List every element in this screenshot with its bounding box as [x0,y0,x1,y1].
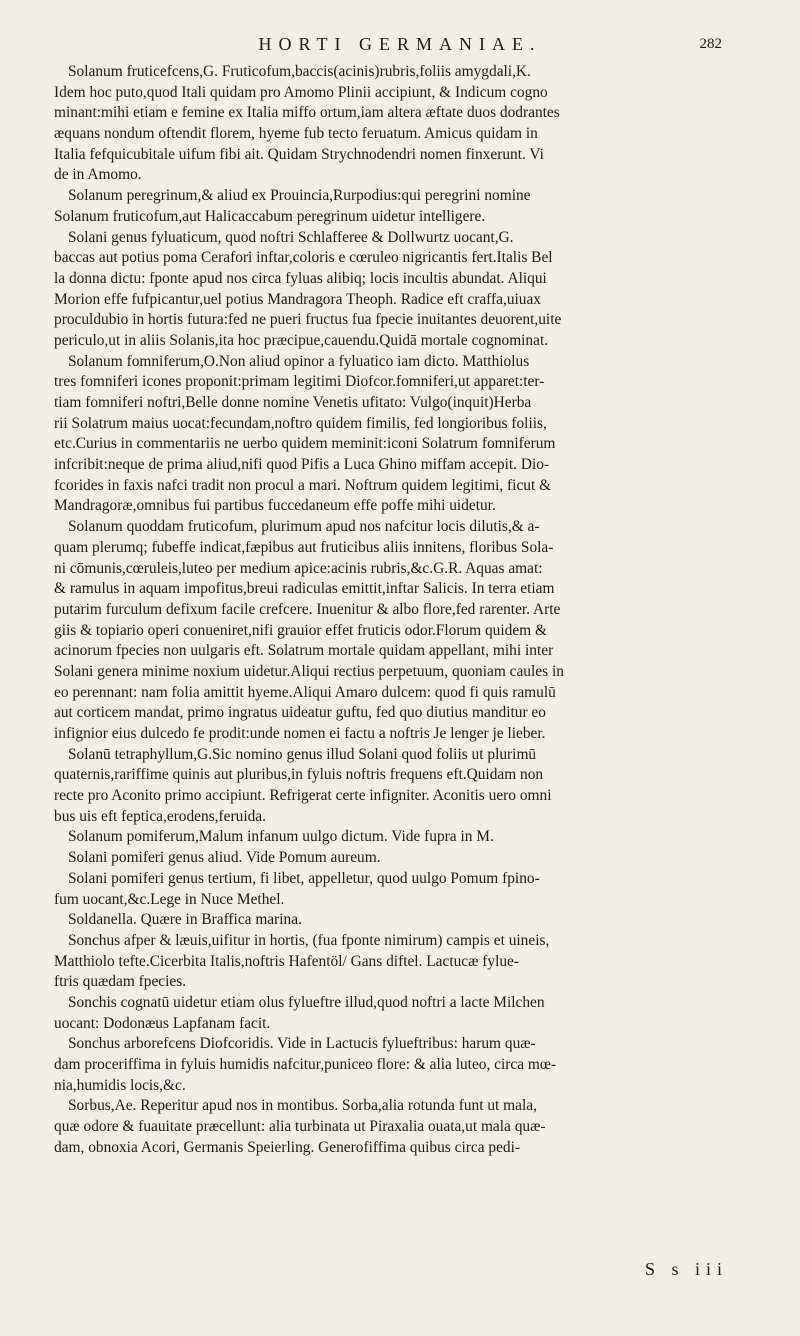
text-line: la donna dictu: fponte apud nos circa fyluas alibiq; locis incultis abundat. Aliqui [54,269,547,287]
text-line: quæ odore & fuauitate præcellunt: alia turbinata ut Piraxalia ouata,ut mala quæ- [54,1118,546,1136]
text-line: & ramulus in aquam impofitus,breui radiculas emittit,inftar Salicis. In terra etiam [54,580,555,598]
text-line: Solanum quoddam fruticofum, plurimum apud nos nafcitur locis dilutis,& a- [68,518,540,536]
text-line: recte pro Aconito primo accipiunt. Refrigerat certe infigniter. Aconitis uero omni [54,787,552,805]
text-line: Solani genera minime noxium uidetur.Aliqui rectius perpetuum, quoniam caules in [54,662,564,680]
text-line: Sorbus,Ae. Reperitur apud nos in montibus. Sorba,alia rotunda funt ut mala, [68,1097,537,1115]
text-line: minant:mihi etiam e femine ex Italia miffo ortum,iam altera æftate duos dodrantes [54,104,560,122]
text-line: fcorides in faxis nafci tradit non procul a mari. Noftrum quidem legitimi, ficut & [54,476,552,494]
text-line: aut corticem mandat, primo ingratus uideatur guftu, fed quo diutius manditur eo [54,704,546,722]
text-line: Solanum fomniferum,O.Non aliud opinor a fyluatico iam dicto. Matthiolus [68,352,530,370]
text-line: Solanum peregrinum,& aliud ex Prouincia,Rurpodius:qui peregrini nomine [68,187,531,205]
text-line: Solani pomiferi genus aliud. Vide Pomum aureum. [68,849,381,867]
text-line: uocant: Dodonæus Lapfanam facit. [54,1014,271,1032]
text-line: proculdubio in hortis futura:fed ne pueri fructus fua fpecie inuitantes deuorent,uite [54,311,562,329]
text-line: eo perennant: nam folia amittit hyeme.Aliqui Amaro dulcem: quod fi quis ramulū [54,683,556,701]
text-line: Solanū tetraphyllum,G.Sic nomino genus illud Solani quod foliis ut plurimū [68,745,537,763]
text-line: baccas aut potius poma Cerafori inftar,coloris e cœruleo nigricantis fert.Italis Bel [54,249,553,267]
text-line: quam plerumq; fubeffe indicat,fæpibus aut fruticibus aliis innitens, floribus Sola- [54,538,554,556]
text-line: tiam fomniferi noftri,Belle donne nomine Venetis ufitato: Vulgo(inquit)Herba [54,394,532,411]
text-line: dam, obnoxia Acori, Germanis Speierling. Generofiffima quibus circa pedi- [54,1138,521,1156]
text-line: Solanum pomiferum,Malum infanum uulgo dictum. Vide fupra in M. [68,828,494,846]
text-line: putarim furculum defixum facile crefcere. Inuenitur & albo flore,fed rarenter. Arte [54,600,561,618]
text-line: rii Solatrum maius uocat:fecundam,noftro quidem fimilis, fed longioribus foliis, [54,414,547,432]
signature-mark: S s iii [644,1259,728,1279]
text-line: nia,humidis locis,&c. [54,1076,186,1094]
text-line: giis & topiario operi conueniret,nifi grauior effet fruticis odor.Florum quidem & [54,621,547,639]
text-line: infignior eius dulcedo fe prodit:unde nomen ei factu a noftris Je lenger je lieber. [54,725,546,742]
running-title: HORTI GERMANIAE. [258,34,542,54]
text-line: dam proceriffima in fyluis humidis nafcitur,puniceo flore: & alia luteo, circa mœ- [54,1056,557,1073]
text-line: infcribit:neque de prima aliud,nifi quod Pifis a Luca Ghino miffam accepit. Dio- [54,456,550,474]
text-line: Soldanella. Quære in Braffica marina. [68,911,302,929]
text-line: Italia fefquicubitale uifum fibi ait. Quidam Strychnodendri nomen finxerunt. Vi [54,145,544,163]
text-line: Solani genus fyluaticum, quod noftri Schlafferee & Dollwurtz uocant,G. [68,228,514,246]
text-line: Sonchis cognatū uidetur etiam olus fylueftre illud,quod noftri a lacte Milchen [68,993,545,1011]
text-line: æquans nondum oftendit florem, hyeme fub tecto feruatum. Amicus quidam in [54,125,538,143]
text-line: ni cōmunis,cœruleis,luteo per medium apice:acinis rubris,&c.G.R. Aquas amat: [54,559,543,577]
body-text [54,62,766,1158]
text-line: Matthiolo tefte.Cicerbita Italis,noftris Hafentöl/ Gans diftel. Lactucæ fylue- [54,952,519,970]
text-line: tres fomniferi icones proponit:primam legitimi Diofcor.fomniferi,ut apparet:ter- [54,373,545,391]
text-line: etc.Curius in commentariis ne uerbo quidem meminit:iconi Solatrum fomniferum [54,435,556,453]
text-line: quaternis,rariffime quinis aut pluribus,in fyluis noftris frequens eft.Quidam non [54,766,544,784]
text-line: periculo,ut in aliis Solanis,ita hoc præcipue,cauendu.Quidā mortale cognominat. [54,331,549,349]
page-header [0,34,800,58]
text-line: Solanum fruticefcens,G. Fruticofum,baccis(acinis)rubris,foliis amygdali,K. [68,63,531,80]
text-line: fum uocant,&c.Lege in Nuce Methel. [54,890,285,908]
text-line: Idem hoc puto,quod Itali quidam pro Amomo Plinii accipiunt, & Indicum cogno [54,83,548,101]
page-number: 282 [699,36,722,52]
text-line: Sonchus afper & læuis,uifitur in hortis, (fua fponte nimirum) campis et uineis, [68,931,550,949]
text-line: bus uis eft feptica,erodens,feruida. [54,807,266,825]
text-line: Morion effe fufpicantur,uel potius Mandragora Theoph. Radice eft craffa,uiuax [54,290,542,308]
text-line: Solani pomiferi genus tertium, fi libet, appelletur, quod uulgo Pomum fpino- [68,869,540,887]
text-line: Solanum fruticofum,aut Halicaccabum peregrinum uidetur intelligere. [54,207,486,225]
text-line: Mandragoræ,omnibus fui partibus fuccedaneum effe poffe mihi uidetur. [54,497,496,515]
text-line: ftris quædam fpecies. [54,973,187,991]
text-line: acinorum fpecies non uulgaris eft. Solatrum mortale quidam appellant, mihi inter [54,642,554,660]
text-line: Sonchus arborefcens Diofcoridis. Vide in Lactucis fylueftribus: harum quæ- [68,1035,536,1053]
text-line: de in Amomo. [54,166,142,184]
